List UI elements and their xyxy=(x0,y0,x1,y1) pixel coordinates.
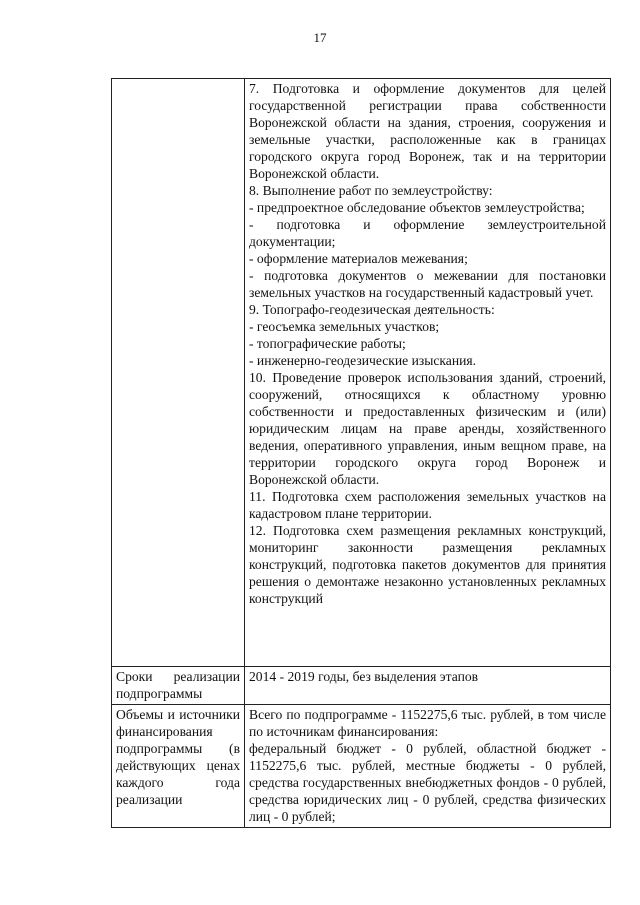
paragraph: - инженерно-геодезические изыскания. xyxy=(249,353,477,368)
paragraph: - оформление материалов межевания; xyxy=(249,251,468,266)
paragraph: Всего по подпрограмме - 1152275,6 тыс. рублей, в том числе по источникам финансирования: xyxy=(249,707,606,739)
row-content-cell xyxy=(245,667,611,705)
paragraph: 8. Выполнение работ по землеустройству: xyxy=(249,183,493,198)
paragraph: 9. Топографо-геодезическая деятельность: xyxy=(249,302,495,317)
paragraph: 12. Подготовка схем размещения рекламных конструкций, мониторинг законности размещения рекламных конструкций, подготовка пакетов документов для принятия решения о демонтаже незаконно установленных рекламных конструкций xyxy=(249,523,606,606)
table-row xyxy=(112,705,611,828)
table-row xyxy=(112,667,611,705)
paragraph: 2014 - 2019 годы, без выделения этапов xyxy=(249,669,479,684)
table-row xyxy=(112,79,611,667)
program-passport-table xyxy=(111,78,611,828)
paragraph: - подготовка и оформление землеустроительной документации; xyxy=(249,217,606,249)
paragraph: - геосъемка земельных участков; xyxy=(249,319,440,334)
page-number: 17 xyxy=(313,30,327,45)
row-label-cell: Сроки реализации подпрограммы xyxy=(112,667,245,705)
paragraph: - топографические работы; xyxy=(249,336,406,351)
row-content-cell xyxy=(245,79,611,667)
paragraph: - подготовка документов о межевании для постановки земельных участков на государственный кадастровый учет. xyxy=(249,268,606,300)
paragraph: - предпроектное обследование объектов землеустройства; xyxy=(249,200,585,215)
row-content-cell xyxy=(245,705,611,828)
row-label-cell xyxy=(112,79,245,667)
row-label-cell: Объемы и источники финансирования подпрограммы (в действующих ценах каждого года реализации xyxy=(112,705,245,828)
paragraph: 10. Проведение проверок использования зданий, строений, сооружений, относящихся к областному уровню собственности и предоставленных физическим и (или) юридическим лицам на праве аренды, хозяйственного ведения, оперативного управления, иным вещном праве, на территории городского округа город Воронеж и Воронежской области. xyxy=(249,370,606,487)
paragraph: 11. Подготовка схем расположения земельных участков на кадастровом плане территории. xyxy=(249,489,606,521)
paragraph: федеральный бюджет - 0 рублей, областной бюджет - 1152275,6 тыс. рублей, местные бюджеты - 0 рублей, средства государственных внебюджетных фондов - 0 рублей, средства юридических лиц - 0 рублей, средства физических лиц - 0 рублей; xyxy=(249,741,606,824)
paragraph: 7. Подготовка и оформление документов для целей государственной регистрации права собственности Воронежской области на здания, строения, сооружения и земельные участки, расположенные как в границах городского округа город Воронеж, так и на территории Воронежской области. xyxy=(249,81,606,181)
